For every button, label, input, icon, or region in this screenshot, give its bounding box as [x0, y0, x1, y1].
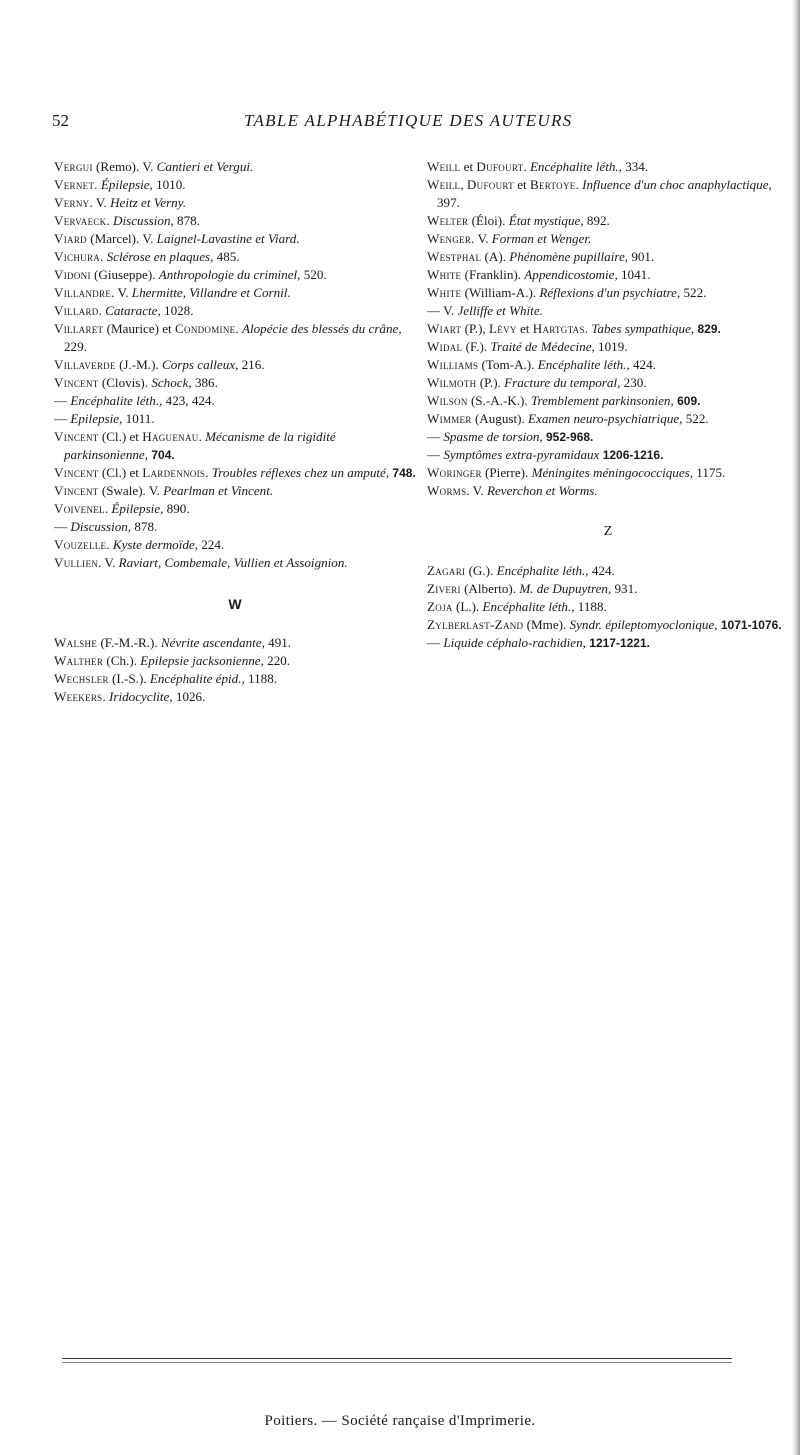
entry-text: (J.-M.).: [115, 357, 162, 372]
index-entry: [427, 410, 789, 428]
entry-title: Kyste dermoïde,: [112, 537, 198, 552]
entry-title: Tabes sympathique,: [591, 321, 695, 336]
entry-dash: —: [427, 635, 444, 650]
entry-text: (Cl.) et: [98, 465, 143, 480]
entry-dash: —: [54, 411, 71, 426]
entry-text: (P.).: [476, 375, 505, 390]
index-entry: [54, 374, 416, 392]
entry-title: Epilepsie jacksonienne,: [140, 653, 264, 668]
z-entries: [427, 562, 789, 652]
index-entry: [427, 616, 789, 634]
page-ref: 485.: [213, 249, 240, 264]
page-ref: 220.: [263, 653, 291, 668]
entry-dash: —: [427, 429, 444, 444]
author-name: Vichura: [54, 249, 101, 264]
entry-text: .: [106, 537, 113, 552]
index-entry: [427, 356, 789, 374]
entry-title: Reverchon et Worms.: [487, 483, 598, 498]
author-name: Widal: [427, 339, 463, 354]
w-continued-entries: [427, 158, 789, 500]
index-entry: [427, 562, 789, 580]
entry-text: (F.-M.-R.).: [97, 635, 161, 650]
index-entry: [54, 688, 416, 706]
index-entry: [54, 266, 416, 284]
index-entry: [427, 284, 789, 302]
author-name: Viard: [54, 231, 87, 246]
entry-text: (A).: [481, 249, 510, 264]
entry-title: Mécanisme de la rigidité parkinsonienne,: [64, 429, 336, 462]
entry-text: (S.-A.-K.).: [467, 393, 531, 408]
page-ref: 901.: [628, 249, 655, 264]
author-name: Wechsler: [54, 671, 109, 686]
entry-text: . V.: [98, 555, 119, 570]
entry-text: (Marcel). V.: [86, 231, 157, 246]
entry-text: (Swale). V.: [98, 483, 164, 498]
coauthor-name: Bertoye: [529, 177, 576, 192]
page-ref-bold: 704.: [148, 448, 175, 462]
index-entry: [54, 302, 416, 320]
entry-text: et: [513, 177, 530, 192]
entry-text: .: [235, 321, 242, 336]
entry-text: V.: [443, 303, 458, 318]
page-ref: 224.: [197, 537, 225, 552]
page-ref-bold: 1071-1076.: [717, 618, 782, 632]
entry-dash: —: [54, 393, 71, 408]
page-ref: 1010.: [152, 177, 186, 192]
entry-title: Sclérose en plaques,: [106, 249, 214, 264]
index-entry: [427, 392, 789, 410]
entry-title: Pearlman et Vincent.: [163, 483, 274, 498]
author-name: Vernet: [54, 177, 95, 192]
entry-text: .: [94, 177, 101, 192]
entry-text: (Remo). V.: [92, 159, 157, 174]
page-ref: 491.: [264, 635, 292, 650]
entry-title: Épilepsie,: [111, 501, 164, 516]
author-name: Villandre: [54, 285, 112, 300]
page-ref: 1026.: [172, 689, 206, 704]
entry-text: (August).: [471, 411, 529, 426]
coauthor-name: Dufourt: [466, 177, 514, 192]
index-entry: [54, 158, 416, 176]
coauthor-name: Hartgtas: [532, 321, 585, 336]
right-column: [427, 158, 789, 652]
entry-text: (P.),: [461, 321, 489, 336]
index-entry: [427, 374, 789, 392]
index-entry: [427, 176, 789, 212]
index-entry: [427, 302, 789, 320]
entry-text: (Clovis).: [98, 375, 152, 390]
entry-title: Encéphalite léth.,: [482, 599, 575, 614]
author-name: Woringer: [427, 465, 482, 480]
author-name: Voivenel: [54, 501, 105, 516]
entry-text: (Mme).: [523, 617, 570, 632]
author-name: White: [427, 285, 462, 300]
index-entry: [54, 212, 416, 230]
page-ref: 931.: [611, 581, 638, 596]
coauthor-name: Haguenau: [142, 429, 199, 444]
page-ref-bold: 1217-1221.: [585, 636, 650, 650]
entry-title: Heitz et Verny.: [110, 195, 187, 210]
page-ref: 397.: [437, 195, 460, 210]
author-name: Weill: [427, 159, 461, 174]
index-entry: [427, 338, 789, 356]
entry-text: . V.: [471, 231, 492, 246]
page-ref: 878.: [173, 213, 200, 228]
index-entry: [427, 482, 789, 500]
index-entry: [54, 194, 416, 212]
section-letter-w: W: [228, 596, 242, 612]
page-edge-shadow: [792, 0, 800, 1455]
index-entry: [54, 554, 416, 572]
footer-rule-thin: [62, 1362, 732, 1363]
author-name: Vervaeck: [54, 213, 107, 228]
entry-title: Forman et Wenger.: [491, 231, 592, 246]
printer-footer: Poitiers. — Société rançaise d'Imprimerie.: [264, 1413, 536, 1429]
entry-title: Encéphalite léth.,: [537, 357, 630, 372]
author-name: Vullien: [54, 555, 99, 570]
left-column: [54, 158, 416, 706]
entry-text: .: [205, 465, 212, 480]
index-entry: [54, 464, 416, 482]
author-name: Villaret: [54, 321, 104, 336]
index-entry: [427, 634, 789, 652]
entry-dash: —: [427, 447, 444, 462]
author-name: Weekers: [54, 689, 103, 704]
entry-text: .: [584, 321, 592, 336]
author-name: Villaverde: [54, 357, 116, 372]
entry-title: Encéphalite épid.,: [149, 671, 245, 686]
entry-title: Réflexions d'un psychiatre,: [539, 285, 681, 300]
entry-text: (Cl.) et: [98, 429, 143, 444]
footer-rule: [62, 1358, 732, 1359]
entry-title: Raviart, Combemale, Vullien et Assoignion.: [118, 555, 348, 570]
entry-title: Alopécie des blessés du crâne,: [241, 321, 402, 336]
index-entry: [54, 670, 416, 688]
entry-text: (Alberto).: [460, 581, 520, 596]
index-entry: [427, 212, 789, 230]
index-entry: [427, 248, 789, 266]
author-name: Wenger: [427, 231, 472, 246]
entry-title: Fracture du temporal,: [504, 375, 621, 390]
entry-title: Tremblement parkinsonien,: [530, 393, 674, 408]
page-ref: 424.: [629, 357, 656, 372]
author-name: Welter: [427, 213, 469, 228]
entry-title: Symptômes extra-pyramidaux: [443, 447, 600, 462]
entry-title: Corps calleux,: [161, 357, 239, 372]
page-ref: 230.: [620, 375, 647, 390]
author-name: Wiart: [427, 321, 462, 336]
index-entry: [54, 634, 416, 652]
index-entry: [54, 392, 416, 410]
index-entry: [427, 158, 789, 176]
entry-title: Traité de Médecine,: [490, 339, 595, 354]
author-name: Vidoni: [54, 267, 91, 282]
entry-title: Laignel-Lavastine et Viard.: [156, 231, 300, 246]
entry-text: .: [102, 689, 110, 704]
page-ref: 1188.: [574, 599, 607, 614]
author-name: Worms: [427, 483, 467, 498]
w-entries: [54, 634, 416, 706]
entry-text: (F.).: [462, 339, 491, 354]
entry-title: Influence d'un choc anaphylactique,: [582, 177, 772, 192]
entry-text: et: [460, 159, 477, 174]
author-name: Wilmoth: [427, 375, 477, 390]
page-ref-bold: 829.: [694, 322, 721, 336]
author-name: Williams: [427, 357, 479, 372]
author-name: Walther: [54, 653, 104, 668]
entry-text: (Tom-A.).: [478, 357, 538, 372]
author-name: Wilson: [427, 393, 468, 408]
entry-title: Schock,: [151, 375, 192, 390]
page-ref-bold: 748.: [389, 466, 416, 480]
entry-text: (Giuseppe).: [90, 267, 159, 282]
page-ref: 878.: [131, 519, 158, 534]
author-name: Wimmer: [427, 411, 472, 426]
index-entry: [427, 464, 789, 482]
entry-title: Examen neuro-psychiatrique,: [528, 411, 683, 426]
page-ref: 334.: [621, 159, 649, 174]
author-name: Walshe: [54, 635, 98, 650]
page-ref: 1188.: [244, 671, 278, 686]
author-name: Westphal: [427, 249, 482, 264]
index-entry: [54, 500, 416, 518]
index-entry: [54, 518, 416, 536]
author-name: Vincent: [54, 429, 99, 444]
coauthor-name: Lardennois: [142, 465, 206, 480]
entry-text: (L.).: [452, 599, 483, 614]
author-name: Zagari: [427, 563, 466, 578]
entry-text: . V.: [111, 285, 132, 300]
page-ref: 229.: [64, 339, 87, 354]
entry-title: Névrite ascendante,: [160, 635, 265, 650]
entry-text: et: [516, 321, 533, 336]
entry-text: . V.: [89, 195, 111, 210]
index-entry: [427, 428, 789, 446]
entry-text: (Franklin).: [461, 267, 525, 282]
page-ref: 1011.: [122, 411, 155, 426]
author-name: Vergui: [54, 159, 93, 174]
entry-text: .: [523, 159, 530, 174]
page-ref: 424.: [588, 563, 615, 578]
index-entry: [54, 410, 416, 428]
author-name: White: [427, 267, 462, 282]
page-ref-bold: 1206-1216.: [599, 448, 664, 462]
entry-text: ,: [460, 177, 467, 192]
entry-text: .: [198, 429, 206, 444]
entry-title: Encéphalite léth.,: [529, 159, 622, 174]
entry-title: État mystique,: [508, 213, 584, 228]
index-entry: [427, 266, 789, 284]
index-entry: [54, 482, 416, 500]
entry-text: (Maurice) et: [103, 321, 175, 336]
entry-title: Épilepsie,: [100, 177, 153, 192]
page-ref: 1028.: [160, 303, 194, 318]
page-number: 52: [52, 111, 69, 130]
index-entry: [427, 598, 789, 616]
author-name: Villard: [54, 303, 99, 318]
page-ref: 892.: [583, 213, 610, 228]
page-ref: 386.: [191, 375, 218, 390]
author-name: Vincent: [54, 465, 99, 480]
entry-dash: —: [54, 519, 71, 534]
entry-title: Syndr. épileptomyoclonique,: [569, 617, 718, 632]
entry-title: Anthropologie du criminel,: [158, 267, 301, 282]
running-head: TABLE ALPHABÉTIQUE DES AUTEURS: [244, 111, 573, 130]
index-entry: [427, 230, 789, 248]
entry-dash: —: [427, 303, 444, 318]
entry-text: . V.: [466, 483, 487, 498]
entry-text: .: [100, 249, 107, 264]
index-entry: [427, 446, 789, 464]
entry-title: Troubles réflexes chez un amputé,: [211, 465, 390, 480]
page-ref: 216.: [238, 357, 265, 372]
entry-text: (G.).: [465, 563, 497, 578]
index-entry: [54, 284, 416, 302]
entry-title: Spasme de torsion,: [443, 429, 543, 444]
coauthor-name: Condomine: [174, 321, 236, 336]
page-ref: 522.: [680, 285, 707, 300]
index-entry: [54, 176, 416, 194]
page-ref: 1041.: [617, 267, 651, 282]
entry-text: .: [104, 501, 112, 516]
entry-title: M. de Dupuytren,: [519, 581, 612, 596]
index-entry: [54, 536, 416, 554]
author-name: Vincent: [54, 375, 99, 390]
entry-text: .: [98, 303, 106, 318]
index-entry: [54, 356, 416, 374]
index-entry: [54, 652, 416, 670]
page-ref: 1019.: [594, 339, 628, 354]
entry-text: (Pierre).: [481, 465, 532, 480]
index-entry: [54, 230, 416, 248]
author-name: Zylberlast-Zand: [427, 617, 524, 632]
page-ref: 890.: [163, 501, 190, 516]
entry-title: Lhermitte, Villandre et Cornil.: [131, 285, 291, 300]
entry-title: Méningites méningococciques,: [531, 465, 694, 480]
index-entry: [54, 248, 416, 266]
author-name: Vincent: [54, 483, 99, 498]
author-name: Ziveri: [427, 581, 461, 596]
page-ref: 423, 424.: [162, 393, 215, 408]
entry-text: (Ch.).: [103, 653, 141, 668]
page-ref: 1175.: [693, 465, 726, 480]
page-ref: 522.: [682, 411, 709, 426]
index-entry: [427, 580, 789, 598]
entry-title: Encéphalite léth.,: [70, 393, 163, 408]
section-letter-z: Z: [603, 524, 613, 539]
entry-title: Phénomène pupillaire,: [509, 249, 629, 264]
entry-title: Jelliffe et White.: [457, 303, 543, 318]
index-entry: [54, 428, 416, 464]
page-ref-bold: 609.: [673, 394, 701, 408]
entry-title: Epilepsie,: [70, 411, 123, 426]
entry-text: (I.-S.).: [108, 671, 150, 686]
entry-title: Cataracte,: [105, 303, 161, 318]
index-entry: [54, 320, 416, 356]
entry-title: Iridocyclite,: [109, 689, 173, 704]
entry-text: (William-A.).: [461, 285, 540, 300]
author-name: Vouzelle: [54, 537, 107, 552]
author-name: Verny: [54, 195, 90, 210]
author-name: Zoja: [427, 599, 453, 614]
entry-title: Cantieri et Vergui.: [156, 159, 254, 174]
entry-title: Discussion,: [113, 213, 174, 228]
page-ref: 520.: [300, 267, 327, 282]
entry-title: Liquide céphalo-rachidien,: [443, 635, 586, 650]
coauthor-name: Lévy: [488, 321, 517, 336]
entry-text: .: [575, 177, 583, 192]
entry-text: (Éloi).: [468, 213, 509, 228]
v-entries: [54, 158, 416, 572]
author-name: Weill: [427, 177, 461, 192]
entry-title: Appendicostomie,: [524, 267, 618, 282]
coauthor-name: Dufourt: [476, 159, 524, 174]
entry-title: Discussion,: [70, 519, 132, 534]
entry-text: .: [106, 213, 114, 228]
index-entry: [427, 320, 789, 338]
entry-title: Encéphalite léth.,: [496, 563, 589, 578]
page-ref-bold: 952-968.: [542, 430, 594, 444]
